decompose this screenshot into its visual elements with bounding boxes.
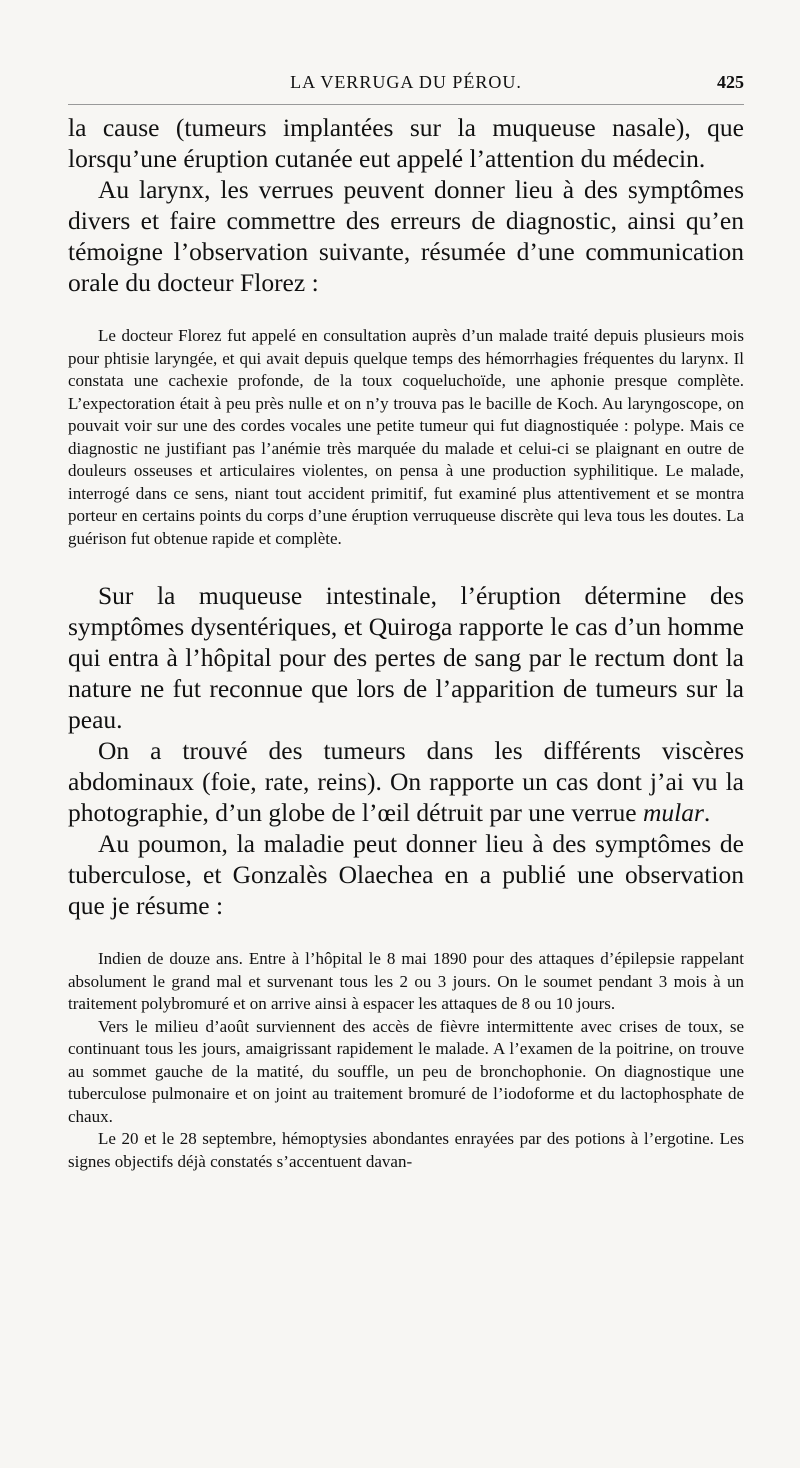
paragraph-continuation: la cause (tumeurs implantées sur la muqueuse nasale), que lorsqu’une éruption cutanée eut appelé l’attention du médecin. [68,113,744,173]
term-mular: mular [642,798,704,827]
page-body [68,112,744,1173]
observation-florez: Le docteur Florez fut appelé en consultation auprès d’un malade traité depuis plusieurs mois pour phtisie laryngée, et qui avait depuis quelque temps des hémorrhagies fréquentes du larynx. Il constata une cachexie profonde, de la toux coqueluchoïde, une aphonie presque complète. L’expectoration était à peu près nulle et on n’y trouva pas le bacille de Koch. Au laryngoscope, on pouvait voir sur une des cordes vocales une petite tumeur qui fut diagnostiquée : polype. Mais ce diagnostic ne justifiant pas l’anémie très marquée du malade et celui-ci se plaignant en outre de douleurs osseuses et articulaires violentes, on pensa à une production syphilitique. Le malade, interrogé dans ce sens, niant tout accident primitif, fut examiné plus attentivement et se montra porteur en certains points du corps d’une éruption verruqueuse discrète qui leva tous les doutes. La guérison fut obtenue rapide et complète. [68,326,744,548]
observation-olaechea-1: Indien de douze ans. Entre à l’hôpital le 8 mai 1890 pour des attaques d’épilepsie rappelant absolument le grand mal et survenant tous les 2 ou 3 jours. On le soumet pendant 3 mois à un traitement polybromuré et on arrive ainsi à espacer les attaques de 8 ou 10 jours. [68,949,744,1013]
paragraph-viscera-end: . [703,798,711,827]
paragraph-lung: Au poumon, la maladie peut donner lieu à des symptômes de tuberculose, et Gonzalès Olaechea en a publié une observation que je résume : [68,829,744,920]
observation-olaechea-2: Vers le milieu d’août surviennent des accès de fièvre intermittente avec crises de toux, se continuant tous les jours, amaigrissant rapidement le malade. A l’examen de la poitrine, on trouve au sommet gauche de la matité, du souffle, un peu de bronchophonie. On diagnostique une tuberculose pulmonaire et on joint au traitement bromuré de l’iodoforme et du lactophosphate de chaux. [68,1016,744,1126]
page-number: 425 [717,72,744,92]
paragraph-viscera-text: On a trouvé des tumeurs dans les différents viscères abdominaux (foie, rate, reins). On rapporte un cas dont j’ai vu la photographie, d’un globe de l’œil détruit par une verrue [68,736,744,827]
paragraph-intestinal: Sur la muqueuse intestinale, l’éruption détermine des symptômes dysentériques, et Quiroga rapporte le cas d’un homme qui entra à l’hôpital pour des pertes de sang par le rectum dont la nature ne fut reconnue que lors de l’apparition de tumeurs sur la peau. [68,581,744,734]
paragraph-viscera [68,735,744,828]
paragraph-larynx: Au larynx, les verrues peuvent donner lieu à des symptômes divers et faire commettre des erreurs de diagnostic, ainsi qu’en témoigne l’observation suivante, résumée d’une communication orale du docteur Florez : [68,175,744,297]
page-header [68,72,744,102]
running-head: LA VERRUGA DU PÉROU. [290,72,522,92]
header-rule [68,104,744,105]
observation-olaechea-3: Le 20 et le 28 septembre, hémoptysies abondantes enrayées par des potions à l’ergotine. Les signes objectifs déjà constatés s’accentuent davan- [68,1129,744,1171]
